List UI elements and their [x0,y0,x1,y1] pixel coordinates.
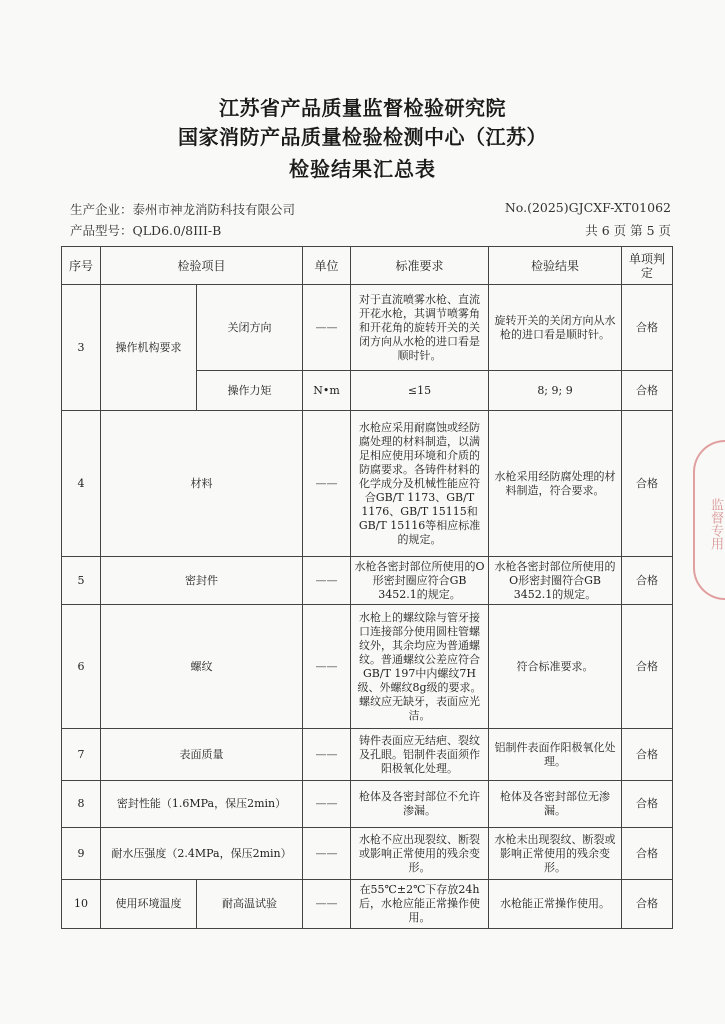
row-verdict: 合格 [622,880,673,929]
header-verdict: 单项判定 [622,247,673,285]
center-title: 国家消防产品质量检验检测中心（江苏） [178,125,547,149]
institute-title: 江苏省产品质量监督检验研究院 [219,96,506,120]
table-row [62,557,673,605]
row-verdict: 合格 [622,781,673,828]
row-seq: 7 [62,729,101,781]
table-row [62,880,673,929]
row-result: 枪体及各密封部位无渗漏。 [489,781,622,828]
row-subitem: 操作力矩 [197,371,303,411]
row-item: 操作机构要求 [101,285,197,411]
row-unit: —— [303,557,351,605]
page-info: 共 6 页 第 5 页 [585,223,671,238]
row-item: 表面质量 [101,729,303,781]
row-verdict: 合格 [622,729,673,781]
report-title: 检验结果汇总表 [289,157,436,181]
row-verdict: 合格 [622,605,673,729]
row-unit: —— [303,880,351,929]
row-verdict: 合格 [622,411,673,557]
row-standard: 铸件表面应无结疤、裂纹及孔眼。铝制件表面须作阳极氧化处理。 [351,729,489,781]
row-result: 8; 9; 9 [489,371,622,411]
row-standard: 水枪应采用耐腐蚀或经防腐处理的材料制造，以满足相应使用环境和介质的防腐要求。各铸件材料的化学成分及机械性能应符合GB/T 1173、GB/T 1176、GB/T 15115和GB/T 15116等相应标准的规定。 [351,411,489,557]
report-number: No.(2025)GJCXF-XT01062 [504,200,671,215]
row-standard: 水枪各密封部位所使用的O形密封圈应符合GB 3452.1的规定。 [351,557,489,605]
row-seq: 8 [62,781,101,828]
header-seq: 序号 [62,247,101,285]
row-unit: N•m [303,371,351,411]
row-subitem: 关闭方向 [197,285,303,371]
product-model: 产品型号：QLD6.0/8III-B [70,223,222,238]
row-unit: —— [303,285,351,371]
header-row [62,247,673,285]
row-item: 密封性能（1.6MPa，保压2min） [101,781,303,828]
row-unit: —— [303,828,351,880]
row-verdict: 合格 [622,371,673,411]
row-result: 水枪能正常操作使用。 [489,880,622,929]
row-standard: 水枪不应出现裂纹、断裂或影响正常使用的残余变形。 [351,828,489,880]
row-seq: 3 [62,285,101,411]
row-standard: 枪体及各密封部位不允许渗漏。 [351,781,489,828]
row-item: 使用环境温度 [101,880,197,929]
row-standard: 水枪上的螺纹除与管牙接口连接部分使用圆柱管螺纹外，其余均应为普通螺纹。普通螺纹公差应符合GB/T 197中内螺纹7H级、外螺纹8g级的要求。螺纹应无缺牙，表面应光洁。 [351,605,489,729]
row-subitem: 耐高温试验 [197,880,303,929]
header-result: 检验结果 [489,247,622,285]
seal-stamp: 监督专用 [693,440,725,600]
row-unit: —— [303,729,351,781]
row-verdict: 合格 [622,828,673,880]
row-seq: 10 [62,880,101,929]
table-row [62,781,673,828]
row-verdict: 合格 [622,557,673,605]
manufacturer: 生产企业：泰州市神龙消防科技有限公司 [70,202,296,217]
row-unit: —— [303,781,351,828]
row-result: 铝制件表面作阳极氧化处理。 [489,729,622,781]
row-standard: 在55℃±2℃下存放24h后，水枪应能正常操作使用。 [351,880,489,929]
table-row [62,285,673,371]
row-item: 耐水压强度（2.4MPa，保压2min） [101,828,303,880]
table-row [62,828,673,880]
row-seq: 9 [62,828,101,880]
table-row [62,411,673,557]
table-row [62,605,673,729]
row-standard: ≤15 [351,371,489,411]
row-result: 旋转开关的关闭方向从水枪的进口看是顺时针。 [489,285,622,371]
row-result: 水枪未出现裂纹、断裂或影响正常使用的残余变形。 [489,828,622,880]
row-verdict: 合格 [622,285,673,371]
header-item: 检验项目 [101,247,303,285]
row-seq: 4 [62,411,101,557]
row-result: 符合标准要求。 [489,605,622,729]
row-item: 密封件 [101,557,303,605]
results-table [61,246,673,929]
row-unit: —— [303,411,351,557]
row-item: 材料 [101,411,303,557]
header-unit: 单位 [303,247,351,285]
row-result: 水枪采用经防腐处理的材料制造，符合要求。 [489,411,622,557]
row-result: 水枪各密封部位所使用的O形密封圈符合GB 3452.1的规定。 [489,557,622,605]
row-unit: —— [303,605,351,729]
table-row [62,729,673,781]
row-item: 螺纹 [101,605,303,729]
row-standard: 对于直流喷雾水枪、直流开花水枪，其调节喷雾角和开花角的旋转开关的关闭方向从水枪的进口看是顺时针。 [351,285,489,371]
header-standard: 标准要求 [351,247,489,285]
row-seq: 5 [62,557,101,605]
row-seq: 6 [62,605,101,729]
